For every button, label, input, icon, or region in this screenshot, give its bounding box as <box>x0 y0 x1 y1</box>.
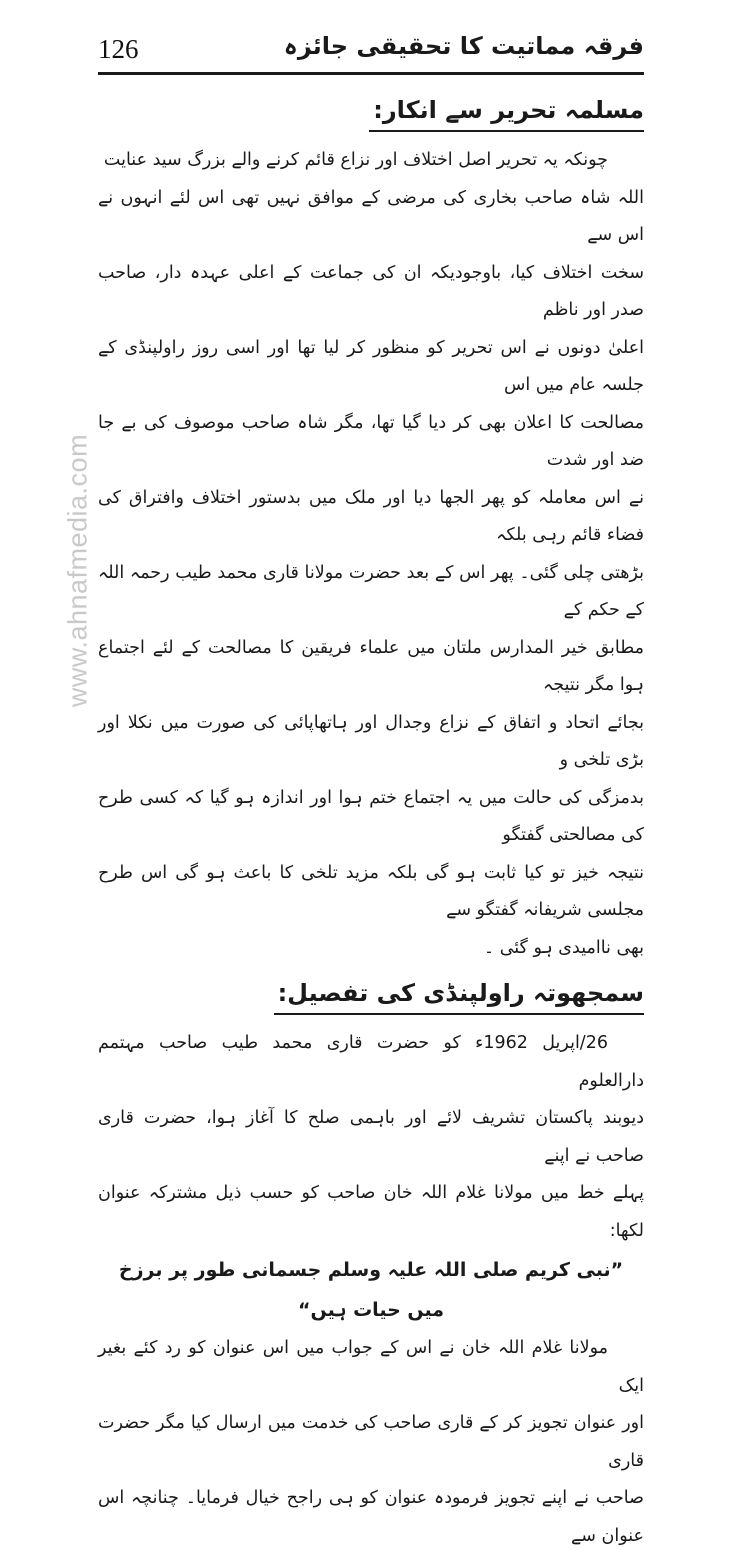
running-title: فرقہ مماتیت کا تحقیقی جائزہ <box>283 32 644 60</box>
paragraph-line: اعلیٰ دونوں نے اس تحریر کو منظور کر لیا تھا اور اسی روز راولپنڈی کے جلسہ عام میں اس <box>98 337 644 395</box>
section-heading-denial <box>98 90 644 130</box>
section-heading-rawalpindi <box>98 973 644 1013</box>
paragraph-line: اور عنوان تجویز کر کے قاری صاحب کی خدمت میں ارسال کیا مگر حضرت قاری <box>98 1413 644 1471</box>
watermark-text: www.ahnafmedia.com <box>62 433 93 708</box>
paragraph-line: مولانا غلام اللہ خان نے اس کے جواب میں اس عنوان کو رد کئے بغیر ایک <box>98 1338 644 1396</box>
paragraph-line: دیوبند پاکستان تشریف لائے اور باہمی صلح کا آغاز ہوا، حضرت قاری صاحب نے اپنے <box>98 1108 644 1166</box>
paragraph-line: اللہ شاہ صاحب بخاری کی مرضی کے موافق نہیں تھی اس لئے انہوں نے اس سے <box>98 187 644 245</box>
paragraph-line: نتیجہ خیز تو کیا ثابت ہو گی بلکہ مزید تلخی کا باعث ہو گی اس طرح مجلسی شریفانہ گفتگو سے <box>98 862 644 920</box>
paragraph-line: مصالحت کا اعلان بھی کر دیا گیا تھا، مگر شاہ صاحب موصوف کی بے جا ضد اور شدت <box>98 412 644 470</box>
paragraph-line: بڑھتی چلی گئی۔ پھر اس کے بعد حضرت مولانا قاری محمد طیب رحمہ اللہ کے حکم کے <box>98 562 644 620</box>
paragraph-line: بھی ناامیدی ہو گئی ۔ <box>483 937 644 958</box>
page-header <box>98 30 644 70</box>
paragraph-line: چونکہ یہ تحریر اصل اختلاف اور نزاع قائم کرنے والے بزرگ سید عنایت <box>103 150 608 170</box>
section-heading-denial-text: مسلمہ تحریر سے انکار: <box>369 90 644 132</box>
page-body <box>98 84 644 1555</box>
paragraph-line: صاحب نے اپنے تجویز فرمودہ عنوان کو ہی راجح خیال فرمایا۔ چنانچہ اس عنوان سے <box>98 1488 644 1546</box>
section-heading-rawalpindi-text: سمجھوتہ راولپنڈی کی تفصیل: <box>274 973 644 1015</box>
paragraph-line: نے اس معاملہ کو پھر الجھا دیا اور ملک میں بدستور اختلاف وافتراق کی فضاء قائم رہی بلکہ <box>98 487 644 545</box>
paragraph-line: بجائے اتحاد و اتفاق کے نزاع وجدال اور ہاتھاپائی کی صورت میں نکلا اور بڑی تلخی و <box>98 712 644 770</box>
paragraph-line: سخت اختلاف کیا، باوجودیکہ ان کی جماعت کے اعلی عہدہ دار، صاحب صدر اور ناظم <box>98 262 644 320</box>
paragraph-line: بدمزگی کی حالت میں یہ اجتماع ختم ہوا اور اندازہ ہو گیا کہ کسی طرح کی مصالحتی گفتگو <box>98 787 644 845</box>
paragraph-line: 26/اپریل 1962ء کو حضرت قاری محمد طیب صاحب مہتمم دارالعلوم <box>98 1033 644 1091</box>
page-number: 126 <box>98 34 139 64</box>
quoted-title: ”نبی کریم صلی اللہ علیہ وسلم جسمانی طور پر برزخ میں حیات ہیں“ <box>118 1259 624 1321</box>
paragraph-line: مطابق خیر المدارس ملتان میں علماء فریقین کا مصالحت کے لئے اجتماع ہوا مگر نتیجہ <box>98 637 644 695</box>
paragraph-line: پہلے خط میں مولانا غلام اللہ خان صاحب کو حسب ذیل مشترکہ عنوان لکھا: <box>98 1183 644 1241</box>
header-rule <box>98 72 644 75</box>
